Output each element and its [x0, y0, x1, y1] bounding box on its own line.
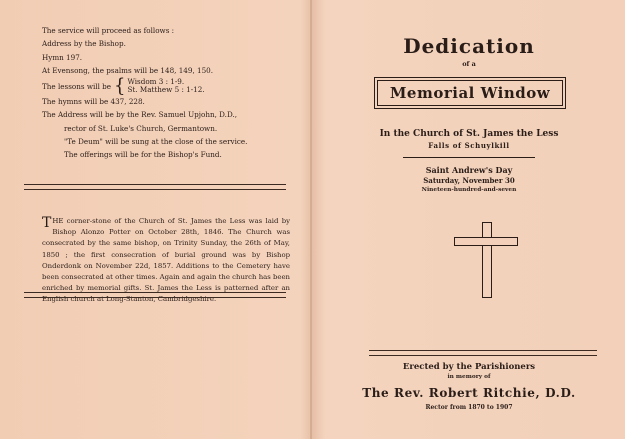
lesson-item: Wisdom 3 : 1-9.	[127, 76, 185, 86]
history-text: HE corner-stone of the Church of St. James the Less was laid by Bishop Alonzo Potter on October 28th, 1846. The Church was consecrated by the same bishop, on Trinity Sunday, the 26th of May, 1850 ; the first consecration of burial ground was by Bishop Onderdonk on November 22d, 1857. Additions to the Cemetery have been consecrated at other times. Again and again the church has been enriched by memorial gifts. St. James the Less is patterned after an English church at Long-Stanton, Cambridgeshire.	[42, 217, 290, 304]
cross-icon	[482, 222, 492, 298]
service-lessons	[42, 74, 302, 97]
title-main: Memorial Window	[377, 80, 563, 106]
title-of-a: of a	[462, 60, 476, 68]
lessons-list	[127, 78, 204, 95]
left-panel	[18, 14, 300, 424]
rector-years: Rector from 1870 to 1907	[425, 404, 513, 411]
service-hymn: Hymn 197.	[42, 52, 83, 62]
service-hymns: The hymns will be 437, 228.	[42, 97, 145, 107]
service-order	[42, 24, 302, 162]
feast-day: Saint Andrew's Day	[425, 165, 513, 175]
service-address-by: The Address will be by the Rev. Samuel Upjohn, D.D.,	[42, 110, 238, 120]
service-rector-of: rector of St. Luke's Church, Germantown.	[64, 123, 218, 133]
service-offerings: The offerings will be for the Bishop's Fund.	[64, 150, 222, 160]
cross-joint	[483, 238, 491, 245]
event-date: Saturday, November 30	[423, 176, 515, 185]
lessons-label: The lessons will be	[42, 81, 112, 91]
divider-rule	[24, 292, 286, 298]
right-panel	[323, 14, 615, 424]
brace-glyph: {	[114, 74, 126, 97]
in-memory-of: in memory of	[447, 374, 491, 380]
service-heading: The service will proceed as follows :	[42, 26, 175, 35]
church-place: Falls of Schuylkill	[428, 141, 510, 150]
title-box	[374, 77, 566, 109]
drop-cap: T	[42, 215, 52, 231]
center-fold	[310, 0, 312, 439]
erected-by: Erected by the Parishioners	[402, 362, 536, 372]
lesson-item: St. Matthew 5 : 1-12.	[127, 85, 205, 95]
title-dedication: Dedication	[403, 34, 535, 58]
service-evensong: At Evensong, the psalms will be 148, 149, 150.	[42, 65, 214, 75]
honoree-name: The Rev. Robert Ritchie, D.D.	[362, 386, 576, 400]
short-rule	[403, 157, 535, 158]
divider-rule	[24, 184, 286, 190]
service-address: Address by the Bishop.	[42, 39, 126, 49]
divider-rule	[369, 350, 597, 356]
service-te-deum: "Te Deum" will be sung at the close of the service.	[64, 137, 248, 147]
event-year: Nineteen-hundred-and-seven	[421, 187, 517, 193]
church-name: In the Church of St. James the Less	[379, 129, 559, 139]
